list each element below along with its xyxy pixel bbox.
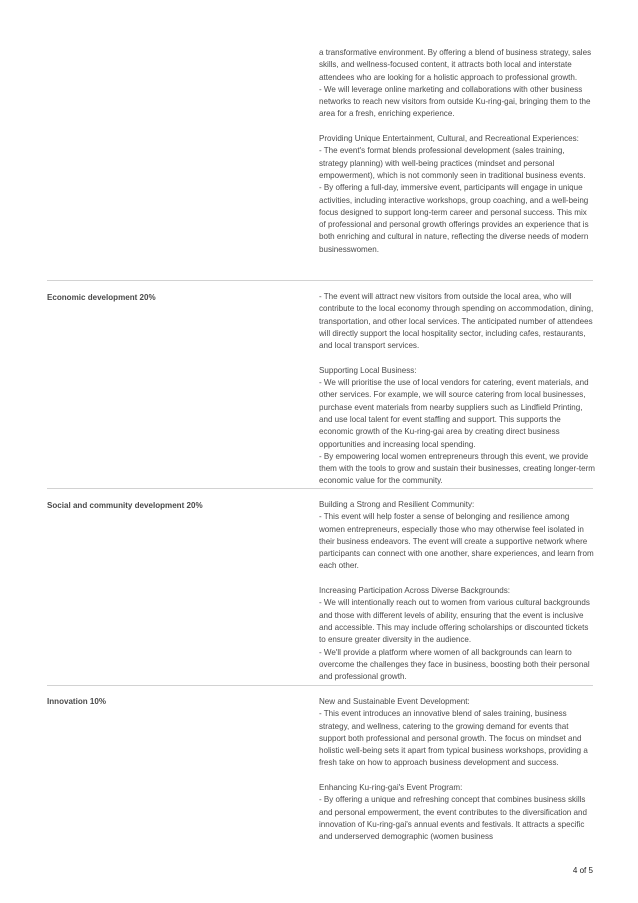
response-paragraph: Supporting Local Business: - We will prioritise the use of local vendors for catering, event materials, and other services. For example, we will source catering from local businesses, purchase event materials from nearby suppliers such as Lindfield Printing, and use local talent for event staffing and support. This supports the economic growth of the Ku-ring-gai area by creating direct business opportunities and increasing local spending. - By empowering local women entrepreneurs through this event, we provide them with the tools to grow and sustain their businesses, creating longer-term economic value for the community. [319, 365, 595, 486]
criterion-response-social [319, 499, 595, 683]
continuation-text [319, 47, 595, 256]
row-divider [47, 685, 593, 686]
response-paragraph: - The event will attract new visitors from outside the local area, who will contribute to the local economy through spending on accommodation, dining, transportation, and other local services. The anticipated number of attendees will directly support the local hospitality sector, including cafes, restaurants, and local transport services. [319, 292, 594, 351]
row-divider [47, 280, 593, 281]
response-paragraph: Enhancing Ku-ring-gai's Event Program: - By offering a unique and refreshing concept that combines business skills and personal empowerment, the event contributes to the diversification and innovation of Ku-ring-gai's annual events and festivals. It attracts a specific and underserved demographic (women business [319, 783, 587, 842]
response-paragraph: Building a Strong and Resilient Community: - This event will help foster a sense of belonging and resilience among women entrepreneurs, especially those who may otherwise feel isolated in their business endeavors. The event will create a supportive network where participants can connect with one another, share experiences, and learn from each other. [319, 500, 594, 571]
row-divider [47, 488, 593, 489]
criterion-label-economic: Economic development 20% [47, 293, 156, 302]
continuation-paragraph-2: Providing Unique Entertainment, Cultural, and Recreational Experiences: - The event's format blends professional development (sales training, strategy planning) with well-being practices (mindset and personal empowerment), which is not commonly seen in traditional business events. - By offering a full-day, immersive event, participants will engage in unique activities, including interactive workshops, group coaching, and a well-being focus designed to support long-term career and personal success. This mix of professional and personal growth offerings provides an experience that is both enriching and cultural in nature, reflecting the diverse needs of modern businesswomen. [319, 134, 589, 254]
response-paragraph: Increasing Participation Across Diverse Backgrounds: - We will intentionally reach out to women from various cultural backgrounds and those with different levels of ability, ensuring that the event is inclusive and accessible. This may include offering scholarships or discounted tickets to ensure greater diversity in the audience. - We'll provide a platform where women of all backgrounds can learn to overcome the challenges they face in business, boosting both their personal and professional growth. [319, 586, 590, 682]
criterion-response-innovation [319, 696, 595, 844]
continuation-paragraph-1: a transformative environment. By offering a blend of business strategy, sales skills, and wellness-focused content, it attracts both local and interstate attendees who are looking for a holistic approach to professional growth. - We will leverage online marketing and collaborations with other business networks to reach new visitors from outside Ku-ring-gai, bringing them to the area for a fresh, enriching experience. [319, 48, 592, 119]
response-paragraph: New and Sustainable Event Development: - This event introduces an innovative blend of sales training, business strategy, and wellness, catering to the growing demand for events that support both professional and personal growth. The focus on mindset and holistic well-being sets it apart from typical business workshops, providing a fresh take on how to approach business development and success. [319, 697, 588, 768]
criterion-label-social: Social and community development 20% [47, 501, 203, 510]
criterion-response-economic [319, 291, 595, 488]
page-number: 4 of 5 [572, 866, 593, 875]
criterion-label-innovation: Innovation 10% [47, 697, 107, 706]
